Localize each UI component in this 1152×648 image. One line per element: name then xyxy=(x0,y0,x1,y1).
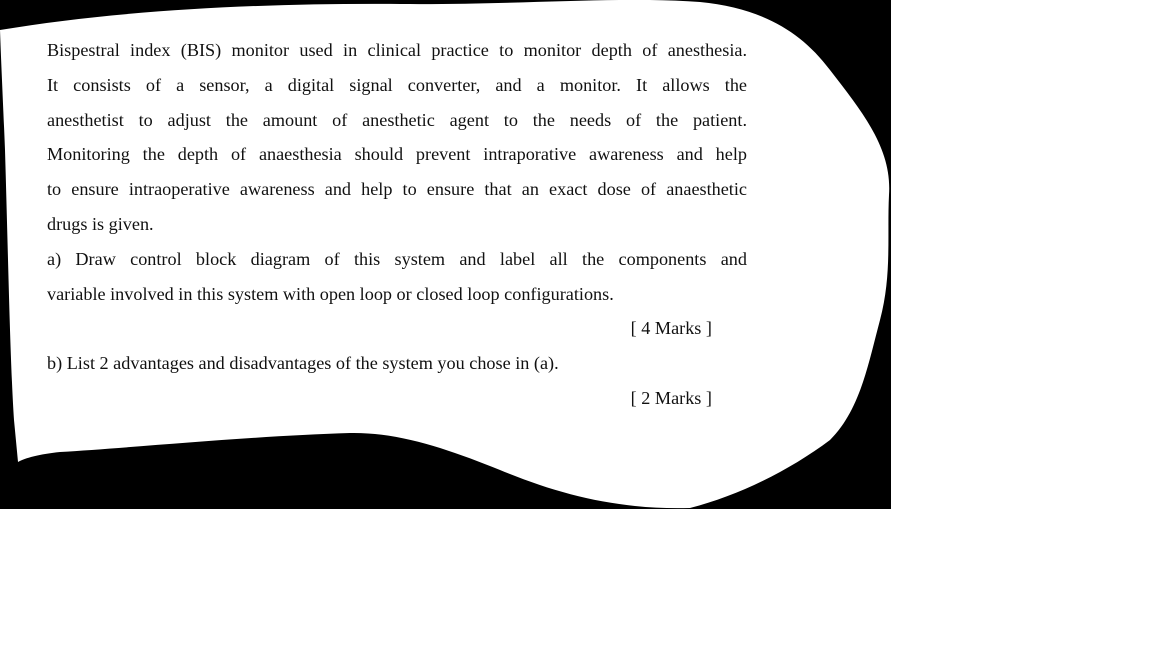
intro-line: to ensure intraoperative awareness and help to ensure that an exact dose of anaesthetic xyxy=(47,179,747,200)
question-b-line: b) List 2 advantages and disadvantages of the system you chose in (a). xyxy=(47,353,559,374)
question-a-line: variable involved in this system with open loop or closed loop configurations. xyxy=(47,283,614,304)
intro-line: It consists of a sensor, a digital signal converter, and a monitor. It allows the xyxy=(47,74,747,95)
intro-line: Monitoring the depth of anaesthesia should prevent intraporative awareness and help xyxy=(47,144,747,165)
question-text xyxy=(47,36,747,419)
marks-a: [ 4 Marks ] xyxy=(630,318,712,339)
marks-b: [ 2 Marks ] xyxy=(630,387,712,408)
question-a-line: a) Draw control block diagram of this system and label all the components and xyxy=(47,248,747,269)
intro-line: anesthetist to adjust the amount of anesthetic agent to the needs of the patient. xyxy=(47,109,747,130)
intro-line: Bispestral index (BIS) monitor used in clinical practice to monitor depth of anesthesia. xyxy=(47,40,747,60)
intro-line: drugs is given. xyxy=(47,213,154,234)
